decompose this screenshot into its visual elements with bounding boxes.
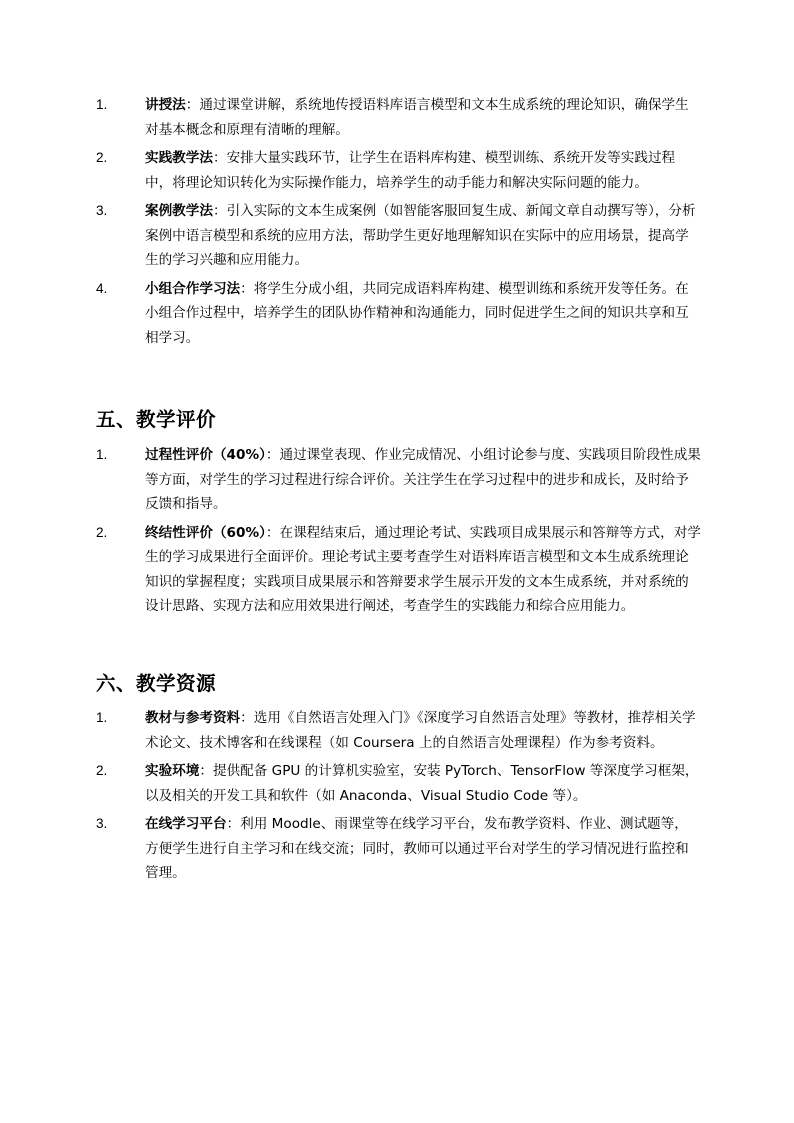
item-term: 实践教学法 xyxy=(145,150,213,166)
item-term: 终结性评价（60%） xyxy=(145,524,266,541)
item-number: 3. xyxy=(96,816,108,831)
resources-list xyxy=(0,706,701,890)
item-number: 1. xyxy=(96,710,108,725)
item-term: 讲授法 xyxy=(145,97,186,113)
item-text: 通过课堂讲解，系统地传授语料库语言模型和文本生成系统的理论知识，确保学生对基本概念和原理有清晰的理解。 xyxy=(145,97,689,138)
item-number: 1. xyxy=(96,97,108,112)
item-term: 在线学习平台 xyxy=(145,816,227,832)
teaching-methods-list xyxy=(0,93,701,354)
item-text: 选用《自然语言处理入门》《深度学习自然语言处理》等教材，推荐相关学术论文、技术博客和在线课程（如 Coursera 上的自然语言处理课程）作为参考资料。 xyxy=(145,710,696,751)
item-term: 案例教学法 xyxy=(145,203,213,219)
item-text: 在课程结束后，通过理论考试、实践项目成果展示和答辩等方式，对学生的学习成果进行全面评价。理论考试主要考查学生对语料库语言模型和文本生成系统理论知识的掌握程度；实践项目成果展示和答辩要求学生展示开发的文本生成系统，并对系统的设计思路、实现方法和应用效果进行阐述，考查学生的实践能力和综合应用能力。 xyxy=(145,524,701,614)
item-separator: ： xyxy=(185,97,200,113)
list-item xyxy=(0,521,701,619)
list-item xyxy=(0,277,701,351)
item-separator: ： xyxy=(265,447,280,463)
item-number: 4. xyxy=(96,280,108,296)
item-term: 实验环境 xyxy=(145,763,200,779)
item-separator: ： xyxy=(240,280,254,297)
item-text: 将学生分成小组，共同完成语料库构建、模型训练和系统开发等任务。在小组合作过程中，培养学生的团队协作精神和沟通能力，同时促进学生之间的知识共享和互相学习。 xyxy=(145,280,689,346)
item-number: 2. xyxy=(96,524,108,540)
item-term: 过程性评价（40%） xyxy=(145,447,266,463)
list-item xyxy=(0,93,701,142)
item-text: 通过课堂表现、作业完成情况、小组讨论参与度、实践项目阶段性成果等方面，对学生的学习过程进行综合评价。关注学生在学习过程中的进步和成长，及时给予反馈和指导。 xyxy=(145,447,701,512)
section-heading-resources: 六、教学资源 xyxy=(96,672,217,695)
item-number: 3. xyxy=(96,203,108,218)
list-item xyxy=(0,812,701,886)
item-separator: ： xyxy=(212,203,227,219)
list-item xyxy=(0,759,701,808)
item-separator: ： xyxy=(226,816,241,832)
item-separator: ： xyxy=(212,150,227,166)
evaluation-list xyxy=(0,443,701,623)
item-text: 利用 Moodle、雨课堂等在线学习平台，发布教学资料、作业、测试题等，方便学生进行自主学习和在线交流；同时，教师可以通过平台对学生的学习情况进行监控和管理。 xyxy=(145,816,689,881)
item-term: 小组合作学习法 xyxy=(145,280,241,297)
section-heading-evaluation: 五、教学评价 xyxy=(96,408,217,431)
item-text: 提供配备 GPU 的计算机实验室，安装 PyTorch、TensorFlow 等深度学习框架，以及相关的开发工具和软件（如 Anaconda、Visual Studio Code 等）。 xyxy=(145,763,699,804)
item-term: 教材与参考资料 xyxy=(145,710,241,726)
list-item xyxy=(0,146,701,195)
list-item xyxy=(0,443,701,517)
item-text: 安排大量实践环节，让学生在语料库构建、模型训练、系统开发等实践过程中，将理论知识转化为实际操作能力，培养学生的动手能力和解决实际问题的能力。 xyxy=(145,150,676,191)
item-number: 1. xyxy=(96,447,108,462)
item-separator: ： xyxy=(265,524,280,541)
item-separator: ： xyxy=(240,710,254,726)
item-number: 2. xyxy=(96,763,108,778)
list-item xyxy=(0,199,701,273)
list-item xyxy=(0,706,701,755)
item-number: 2. xyxy=(96,150,108,165)
item-text: 引入实际的文本生成案例（如智能客服回复生成、新闻文章自动撰写等），分析案例中语言模型和系统的应用方法，帮助学生更好地理解知识在实际中的应用场景，提高学生的学习兴趣和应用能力。 xyxy=(145,203,696,268)
item-separator: ： xyxy=(199,763,213,779)
